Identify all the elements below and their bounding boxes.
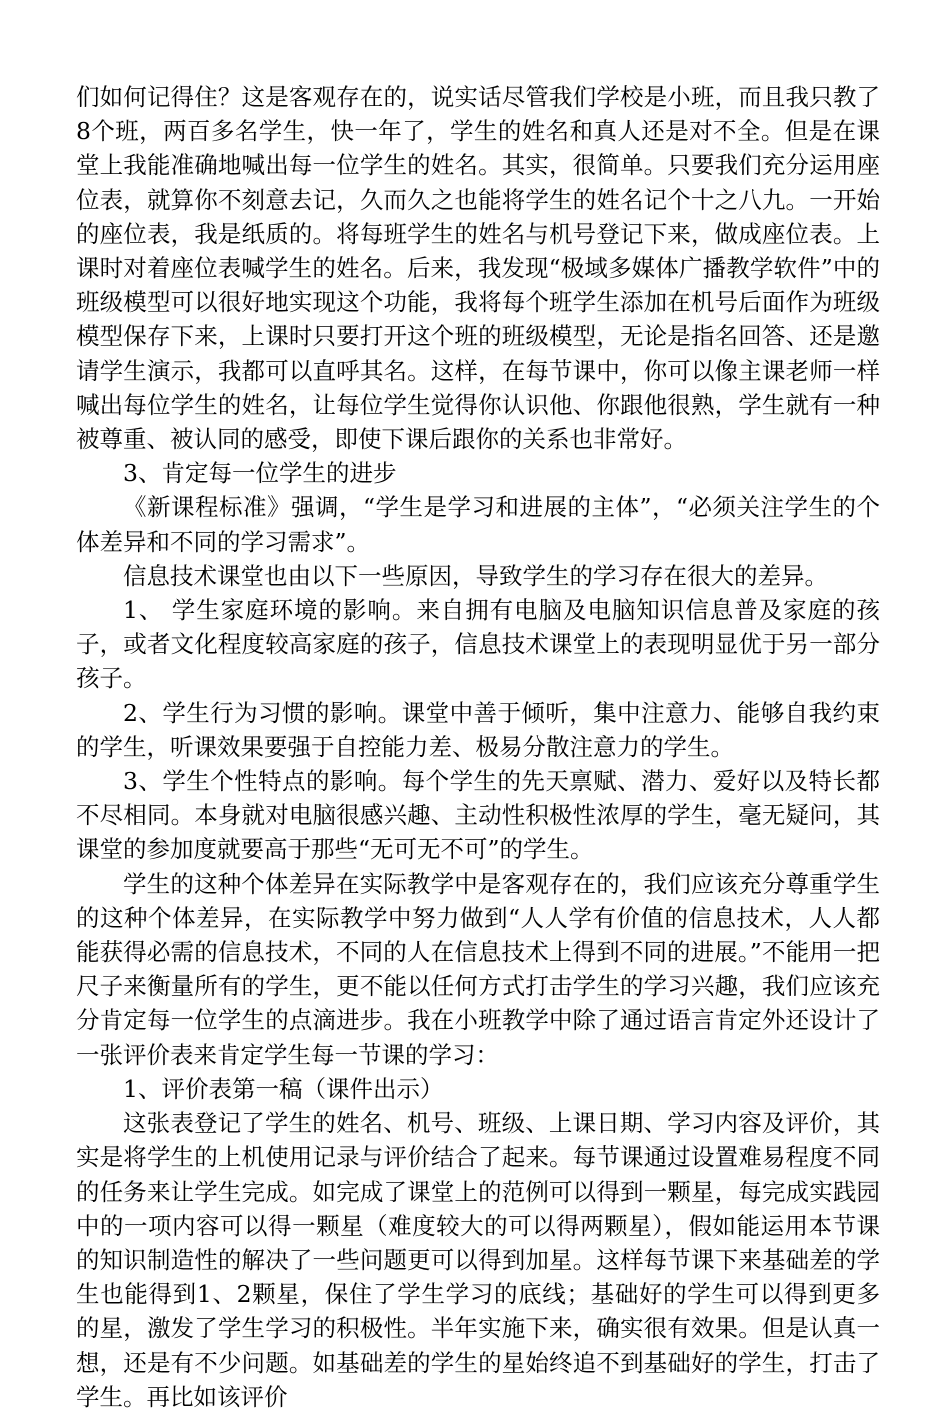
paragraph-seating-chart: 们如何记得住？这是客观存在的，说实话尽管我们学校是小班，而且我只教了8个班，两百多名学生，快一年了，学生的姓名和真人还是对不全。但是在课堂上我能准确地喊出每一位学生的姓名。其实，很简单。只要我们充分运用座位表，就算你不刻意去记，久而久之也能将学生的姓名记个十之八九。一开始的座位表，我是纸质的。将每班学生的姓名与机号登记下来，做成座位表。上课时对着座位表喊学生的姓名。后来，我发现“极域多媒体广播教学软件”中的班级模型可以很好地实现这个功能，我将每个班学生添加在机号后面作为班级模型保存下来，上课时只要打开这个班的班级模型，无论是指名回答、还是邀请学生演示，我都可以直呼其名。这样，在每节课中，你可以像主课老师一样喊出每位学生的姓名，让每位学生觉得你认识他、你跟他很熟，学生就有一种被尊重、被认同的感受，即使下课后跟你的关系也非常好。 [76, 83, 880, 454]
paragraph-evaluation-table: 这张表登记了学生的姓名、机号、班级、上课日期、学习内容及评价，其实是将学生的上机使用记录与评价结合了起来。每节课通过设置难易程度不同的任务来让学生完成。如完成了课堂上的范例可以得到一颗星，每完成实践园中的一项内容可以得一颗星（难度较大的可以得两颗星），假如能运用本节课的知识制造性的解决了一些问题更可以得到加星。这样每节课下来基础差的学生也能得到1、2颗星，保住了学生学习的底线；基础好的学生可以得到更多的星，激发了学生学习的积极性。半年实施下来，确实很有效果。但是认真一想，还是有不少问题。如基础差的学生的星始终追不到基础好的学生，打击了学生。再比如该评价 [76, 1109, 880, 1411]
list-item-personality: 3、学生个性特点的影响。每个学生的先天禀赋、潜力、爱好以及特长都不尽相同。本身就对电脑很感兴趣、主动性积极性浓厚的学生，毫无疑问，其课堂的参加度就要高于那些“无可无不可”的学生。 [76, 767, 880, 864]
subheading-evaluation-draft-one: 1、评价表第一稿（课件出示） [123, 1074, 444, 1103]
paragraph-individual-differences: 学生的这种个体差异在实际教学中是客观存在的，我们应该充分尊重学生的这种个体差异，在实际教学中努力做到“人人学有价值的信息技术，人人都能获得必需的信息技术，不同的人在信息技术上得到不同的进展。”不能用一把尺子来衡量所有的学生，更不能以任何方式打击学生的学习兴趣，我们应该充分肯定每一位学生的点滴进步。我在小班教学中除了通过语言肯定外还设计了一张评价表来肯定学生每一节课的学习： [76, 869, 880, 1069]
document-page [76, 80, 880, 1414]
list-item-behavior-habits: 2、学生行为习惯的影响。课堂中善于倾听，集中注意力、能够自我约束的学生，听课效果要强于自控能力差、极易分散注意力的学生。 [76, 698, 880, 761]
list-item-family-environment: 1、 学生家庭环境的影响。来自拥有电脑及电脑知识信息普及家庭的孩子，或者文化程度较高家庭的孩子，信息技术课堂上的表现明显优于另一部分孩子。 [76, 596, 880, 693]
paragraph-difference-reasons: 信息技术课堂也由以下一些原因，导致学生的学习存在很大的差异。 [123, 561, 828, 590]
paragraph-curriculum-standard: 《新课程标准》强调，“学生是学习和进展的主体”，“必须关注学生的个体差异和不同的学习需求”。 [76, 493, 880, 556]
section-heading-affirm-progress: 3、肯定每一位学生的进步 [123, 459, 397, 488]
